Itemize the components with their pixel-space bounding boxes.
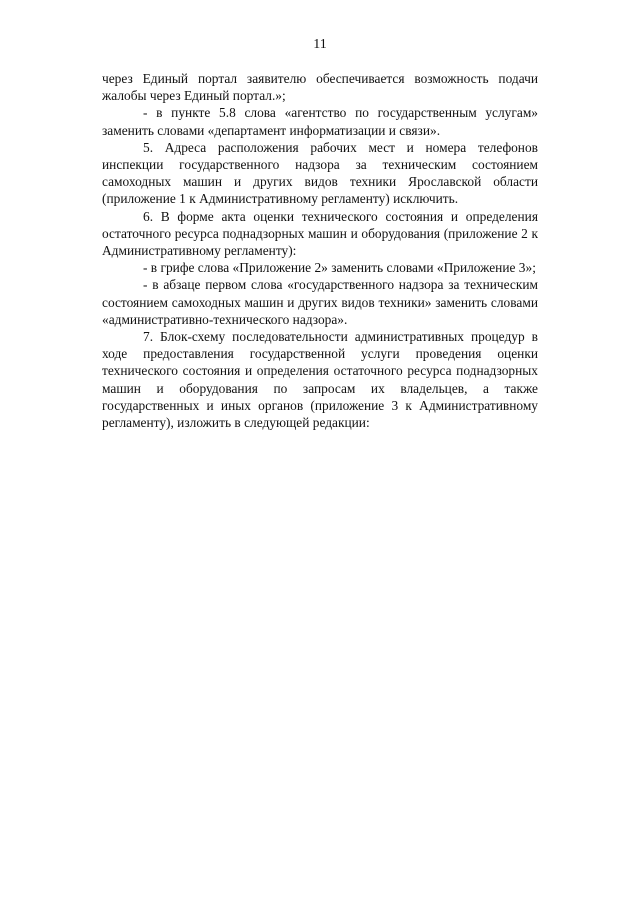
paragraph-item-5: 5. Адреса расположения рабочих мест и номера телефонов инспекции государственного надзора за техническим состоянием самоходных машин и других видов техники Ярославской области (приложение 1 к Административному регламенту) исключить. xyxy=(102,139,538,207)
paragraph-item-6: 6. В форме акта оценки технического состояния и определения остаточного ресурса поднадзорных машин и оборудования (приложение 2 к Административному регламенту): xyxy=(102,208,538,259)
paragraph-item-7: 7. Блок-схему последовательности административных процедур в ходе предоставления государственной услуги проведения оценки технического состояния и определения остаточного ресурса поднадзорных машин и оборудования по запросам их владельцев, а также государственных и иных органов (приложение 3 к Административному регламенту), изложить в следующей редакции: xyxy=(102,329,538,431)
paragraph-item-5-8: - в пункте 5.8 слова «агентство по государственным услугам» заменить словами «департамент информатизации и связи». xyxy=(102,105,538,138)
document-body xyxy=(102,70,538,431)
paragraph-item-6-stamp: - в грифе слова «Приложение 2» заменить словами «Приложение 3»; xyxy=(143,260,536,276)
paragraph-continuation: через Единый портал заявителю обеспечивается возможность подачи жалобы через Единый портал.»; xyxy=(102,71,538,104)
page-number: 11 xyxy=(313,37,327,52)
paragraph-item-6-first-para: - в абзаце первом слова «государственного надзора за техническим состоянием самоходных машин и других видов техники» заменить словами «административно-технического надзора». xyxy=(102,277,538,327)
